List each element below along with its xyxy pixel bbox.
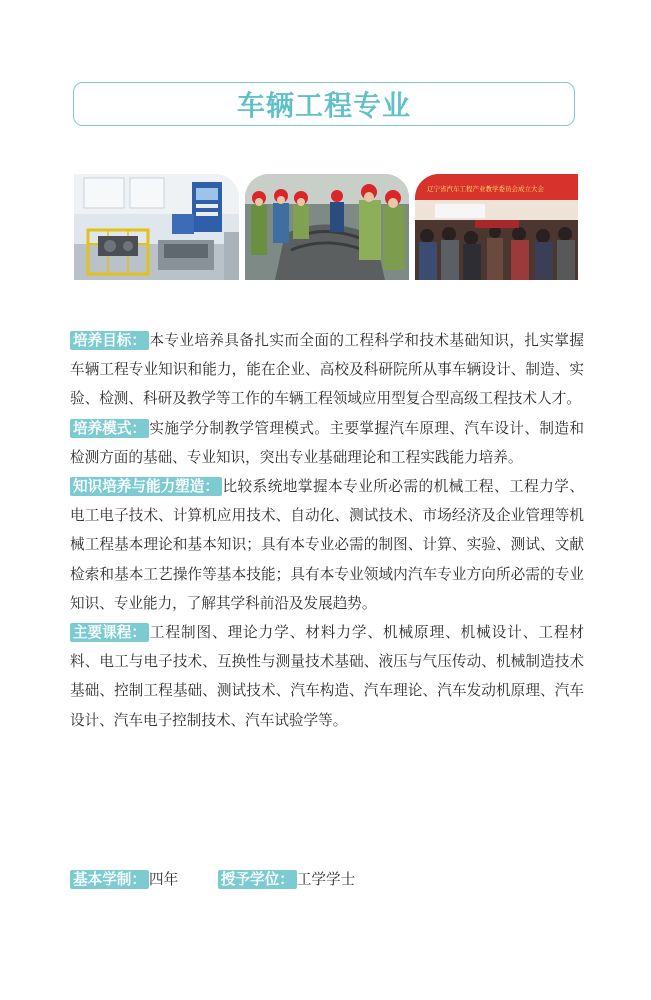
degree-value: 工学学士: [296, 871, 356, 888]
section-text: 实施学分制教学管理模式。主要掌握汽车原理、汽车设计、制造和检测方面的基础、专业知识，突出专业基础理论和工程实践能力培养。: [70, 419, 584, 466]
section-training-mode: [70, 414, 584, 472]
workshop-students-photo: [245, 174, 409, 280]
section-text: 工程制图、理论力学、材料力学、机械原理、机械设计、工程材料、电工与电子技术、互换性与测量技术基础、液压与气压传动、机械制造技术基础、控制工程基础、测试技术、汽车构造、汽车理论、汽车发动机原理、汽车设计、汽车电子控制技术、汽车试验学等。: [70, 624, 584, 729]
section-main-courses: [70, 618, 584, 735]
duration-label: 基本学制：: [70, 870, 149, 889]
program-description: [70, 326, 584, 735]
section-text: 比较系统地掌握本专业所必需的机械工程、工程力学、电工电子技术、计算机应用技术、自动化、测试技术、市场经济及企业管理等机械工程基本理论和基本知识；具有本专业必需的制图、计算、实验、测试、文献检索和基本工艺操作等基本技能；具有本专业领域内汽车专业方向所必需的专业知识、专业能力，了解其学科前沿及发展趋势。: [70, 478, 584, 612]
program-facts: [70, 868, 355, 892]
section-training-goal: [70, 326, 584, 414]
conference-photo: [415, 174, 578, 280]
duration: [70, 868, 178, 892]
degree: [218, 868, 355, 892]
section-label: 主要课程：: [70, 623, 149, 642]
degree-label: 授予学位：: [218, 870, 297, 889]
section-label: 培养目标：: [70, 331, 149, 350]
page-title: 车辆工程专业: [236, 89, 411, 122]
title-box: [73, 82, 575, 126]
section-knowledge-ability: [70, 472, 584, 618]
section-label: 培养模式：: [70, 419, 149, 438]
section-label: 知识培养与能力塑造：: [70, 477, 222, 496]
lab-equipment-photo: [74, 174, 239, 280]
duration-value: 四年: [148, 871, 179, 888]
section-text: 本专业培养具备扎实而全面的工程科学和技术基础知识，扎实掌握车辆工程专业知识和能力，能在企业、高校及科研院所从事车辆设计、制造、实验、检测、科研及教学等工作的车辆工程领域应用型复合型高级工程技术人才。: [70, 332, 584, 408]
conference-banner-text: 辽宁省汽车工程产业教学委员会成立大会: [427, 185, 544, 193]
